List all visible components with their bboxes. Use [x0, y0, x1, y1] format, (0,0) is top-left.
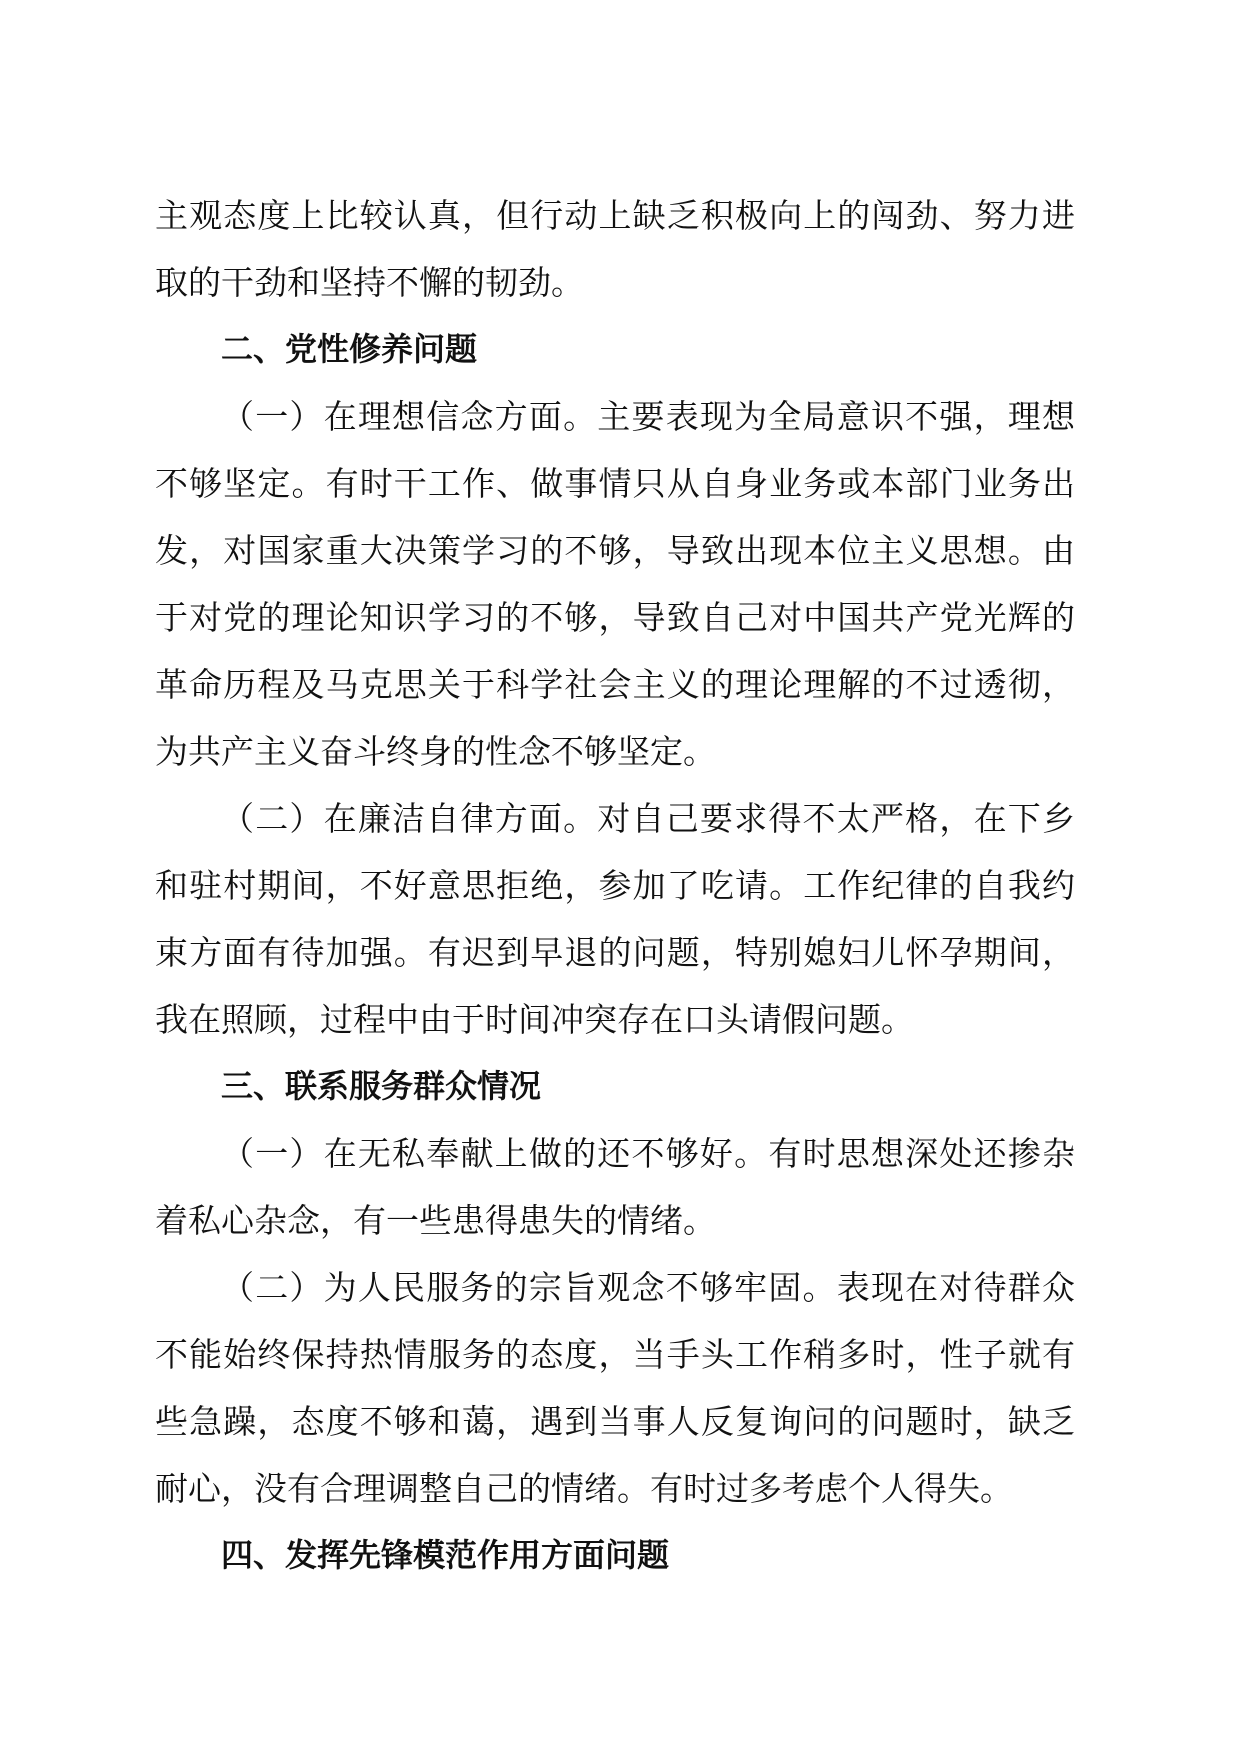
- paragraph-continuation: 主观态度上比较认真，但行动上缺乏积极向上的闯劲、努力进取的干劲和坚持不懈的韧劲。: [155, 196, 1075, 302]
- document-body: [155, 182, 1075, 1589]
- section-heading-pioneer-role: 四、发挥先锋模范作用方面问题: [221, 1536, 670, 1574]
- paragraph-selfless-dedication: （一）在无私奉献上做的还不够好。有时思想深处还掺杂着私心杂念，有一些患得患失的情绪。: [155, 1134, 1075, 1240]
- paragraph-serving-people: （二）为人民服务的宗旨观念不够牢固。表现在对待群众不能始终保持热情服务的态度，当手头工作稍多时，性子就有些急躁，态度不够和蔼，遇到当事人反复询问的问题时，缺乏耐心，没有合理调整自己的情绪。有时过多考虑个人得失。: [155, 1268, 1075, 1508]
- paragraph-ideals-beliefs: （一）在理想信念方面。主要表现为全局意识不强，理想不够坚定。有时干工作、做事情只从自身业务或本部门业务出发，对国家重大决策学习的不够，导致出现本位主义思想。由于对党的理论知识学习的不够，导致自己对中国共产党光辉的革命历程及马克思关于科学社会主义的理论理解的不过透彻，为共产主义奋斗终身的性念不够坚定。: [155, 397, 1075, 771]
- section-heading-party-spirit: 二、党性修养问题: [221, 330, 478, 368]
- paragraph-integrity-self-discipline: （二）在廉洁自律方面。对自己要求得不太严格，在下乡和驻村期间，不好意思拒绝，参加了吃请。工作纪律的自我约束方面有待加强。有迟到早退的问题，特别媳妇儿怀孕期间，我在照顾，过程中由于时间冲突存在口头请假问题。: [155, 799, 1075, 1039]
- section-heading-serving-masses: 三、联系服务群众情况: [221, 1067, 542, 1105]
